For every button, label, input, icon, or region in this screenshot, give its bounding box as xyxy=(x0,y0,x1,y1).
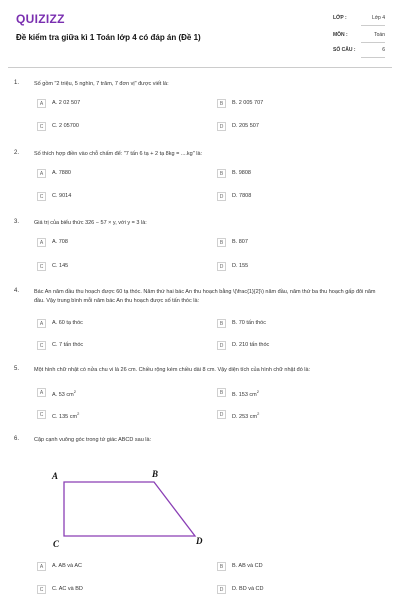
question-number: 3. xyxy=(14,219,20,225)
meta-label: SỐ CÂU : xyxy=(333,47,356,53)
option-d[interactable] xyxy=(217,341,367,350)
question-text: Cặp cạnh vuông góc trong tứ giác ABCD sau là: xyxy=(34,437,152,443)
header-divider xyxy=(8,67,392,68)
option-d[interactable] xyxy=(217,262,367,271)
question-number: 4. xyxy=(14,288,20,294)
option-text: D. 155 xyxy=(232,263,249,269)
option-a[interactable] xyxy=(37,319,187,328)
option-d[interactable] xyxy=(217,122,367,131)
question-number: 5. xyxy=(14,366,20,372)
question-number: 6. xyxy=(14,436,20,442)
meta-label: MÔN : xyxy=(333,32,348,38)
option-letter-box: A xyxy=(37,388,46,397)
option-b[interactable] xyxy=(217,238,367,247)
option-exponent: 2 xyxy=(77,411,80,416)
question-text: Giá trị của biểu thức 326 − 57 × y, với y = 3 là: xyxy=(34,220,147,226)
option-letter-box: B xyxy=(217,319,226,328)
option-letter-box: B xyxy=(217,562,226,571)
option-b[interactable] xyxy=(217,388,367,397)
option-letter-box: B xyxy=(217,99,226,108)
option-letter-box: A xyxy=(37,562,46,571)
question-number: 2. xyxy=(14,150,20,156)
option-text: A. 2 02 507 xyxy=(52,100,81,106)
option-text: C. 7 tấn thóc xyxy=(52,342,84,348)
option-letter-box: D xyxy=(217,192,226,201)
option-text xyxy=(52,389,76,398)
header xyxy=(0,0,400,62)
option-letter-box: C xyxy=(37,585,46,594)
option-text: C. 145 xyxy=(52,263,69,269)
option-a[interactable] xyxy=(37,169,187,178)
option-letter-box: D xyxy=(217,122,226,131)
option-text: B. 70 tấn thóc xyxy=(232,320,266,326)
option-exponent: 2 xyxy=(257,411,260,416)
meta-divider xyxy=(361,57,385,58)
option-exponent: 2 xyxy=(73,389,76,394)
option-b[interactable] xyxy=(217,169,367,178)
option-letter-box: D xyxy=(217,262,226,271)
option-letter-box: C xyxy=(37,262,46,271)
question-number: 1. xyxy=(14,80,20,86)
option-a[interactable] xyxy=(37,238,187,247)
option-value: A. 53 cm xyxy=(52,391,74,398)
question-text: Số gồm "2 triệu, 5 nghìn, 7 trăm, 7 đơn vị" được viết là: xyxy=(34,81,169,87)
option-text xyxy=(52,411,79,420)
option-d[interactable] xyxy=(217,585,367,594)
option-letter-box: D xyxy=(217,410,226,419)
option-exponent: 2 xyxy=(256,389,259,394)
option-c[interactable] xyxy=(37,192,187,201)
quadrilateral-figure xyxy=(40,464,220,554)
option-text: D. BD và CD xyxy=(232,586,264,592)
vertex-label-c: C xyxy=(53,539,60,549)
meta-value: 6 xyxy=(382,47,385,53)
option-text: D. 205 507 xyxy=(232,123,259,129)
meta-value: Lớp 4 xyxy=(371,15,385,21)
option-value: C. 135 cm xyxy=(52,413,78,420)
question-text: Một hình chữ nhật có nửa chu vi là 26 cm. Chiều rộng kém chiều dài 8 cm. Vậy diện tích của hình chữ nhật đó là: xyxy=(34,367,311,373)
vertex-label-b: B xyxy=(152,469,159,479)
option-letter-box: C xyxy=(37,192,46,201)
page-title: Đề kiểm tra giữa kì 1 Toán lớp 4 có đáp án (Đề 1) xyxy=(16,33,201,42)
option-letter-box: D xyxy=(217,585,226,594)
option-letter-box: A xyxy=(37,238,46,247)
quizizz-logo: QUIZIZZ xyxy=(16,12,65,26)
option-c[interactable] xyxy=(37,122,187,131)
option-value: B. 153 cm xyxy=(232,391,257,398)
option-d[interactable] xyxy=(217,410,367,419)
option-b[interactable] xyxy=(217,319,367,328)
meta-divider xyxy=(361,25,385,26)
vertex-label-d: D xyxy=(196,536,203,546)
meta-label: LỚP : xyxy=(333,15,347,21)
question-text: Bác An năm đầu thu hoạch được 60 tạ thóc. Năm thứ hai bác An thu hoạch bằng \(\frac{1}{2}\) năm đầu, năm thứ ba thu hoạch gấp đôi năm đầu. Vậy trung bình mỗi năm bác An thu hoạch được số tấn thóc là: xyxy=(34,289,376,304)
quadrilateral-shape xyxy=(64,482,195,536)
option-text: B. 9808 xyxy=(232,170,251,176)
option-letter-box: B xyxy=(217,169,226,178)
option-text: A. AB và AC xyxy=(52,563,82,569)
option-text: B. AB và CD xyxy=(232,563,263,569)
meta-divider xyxy=(361,42,385,43)
option-text xyxy=(232,389,259,398)
vertex-label-a: A xyxy=(52,471,59,481)
option-c[interactable] xyxy=(37,341,187,350)
option-b[interactable] xyxy=(217,562,367,571)
option-c[interactable] xyxy=(37,585,187,594)
option-letter-box: C xyxy=(37,341,46,350)
option-text xyxy=(232,411,259,420)
option-b[interactable] xyxy=(217,99,367,108)
option-letter-box: A xyxy=(37,169,46,178)
option-text: A. 7880 xyxy=(52,170,71,176)
option-text: D. 210 tấn thóc xyxy=(232,342,270,348)
option-text: B. 807 xyxy=(232,239,248,245)
option-letter-box: B xyxy=(217,388,226,397)
option-letter-box: A xyxy=(37,319,46,328)
option-text: A. 60 tạ thóc xyxy=(52,320,83,326)
option-text: C. AC và BD xyxy=(52,586,83,592)
option-text: D. 7808 xyxy=(232,193,252,199)
option-letter-box: B xyxy=(217,238,226,247)
option-a[interactable] xyxy=(37,99,187,108)
option-c[interactable] xyxy=(37,410,187,419)
option-letter-box: D xyxy=(217,341,226,350)
option-value: D. 253 cm xyxy=(232,413,258,420)
option-letter-box: C xyxy=(37,122,46,131)
option-text: B. 2 005 707 xyxy=(232,100,264,106)
meta-value: Toán xyxy=(374,32,385,38)
option-text: C. 9014 xyxy=(52,193,72,199)
option-d[interactable] xyxy=(217,192,367,201)
option-c[interactable] xyxy=(37,262,187,271)
option-a[interactable] xyxy=(37,388,187,397)
option-text: A. 708 xyxy=(52,239,68,245)
question-text: Số thích hợp điền vào chỗ chấm để: "7 tấn 6 tạ + 2 tạ 8kg = ....kg" là: xyxy=(34,151,203,157)
option-text: C. 2 05700 xyxy=(52,123,79,129)
option-letter-box: A xyxy=(37,99,46,108)
option-letter-box: C xyxy=(37,410,46,419)
option-a[interactable] xyxy=(37,562,187,571)
